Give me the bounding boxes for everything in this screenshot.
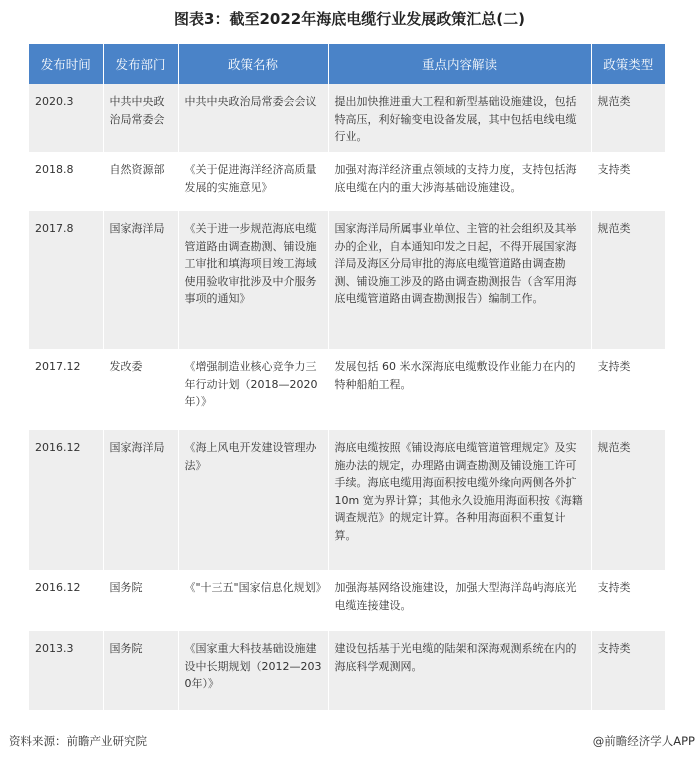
cell-dept: 国务院 <box>103 570 178 631</box>
cell-type: 支持类 <box>591 570 665 631</box>
cell-type: 规范类 <box>591 211 665 349</box>
table-row <box>29 349 665 430</box>
table-header-row <box>29 44 665 84</box>
table-row <box>29 211 665 349</box>
cell-date: 2017.8 <box>29 211 103 349</box>
policy-table <box>29 44 665 710</box>
cell-name: 《关于进一步规范海底电缆管道路由调查勘测、铺设施工审批和填海项目竣工海域使用验收审批涉及中介服务事项的通知》 <box>178 211 328 349</box>
page-title: 图表3：截至2022年海底电缆行业发展政策汇总(二) <box>174 10 525 28</box>
header-dept: 发布部门 <box>103 44 178 84</box>
cell-name: 《关于促进海洋经济高质量发展的实施意见》 <box>178 152 328 211</box>
cell-name: 《增强制造业核心竞争力三年行动计划（2018—2020年）》 <box>178 349 328 430</box>
cell-dept: 自然资源部 <box>103 152 178 211</box>
table-row <box>29 152 665 211</box>
cell-name: 《海上风电开发建设管理办法》 <box>178 430 328 570</box>
cell-type: 规范类 <box>591 84 665 152</box>
cell-content: 加强对海洋经济重点领域的支持力度，支持包括海底电缆在内的重大涉海基础设施建设。 <box>328 152 591 211</box>
cell-date: 2020.3 <box>29 84 103 152</box>
cell-dept: 中共中央政治局常委会 <box>103 84 178 152</box>
header-date: 发布时间 <box>29 44 103 84</box>
header-type: 政策类型 <box>591 44 665 84</box>
cell-dept: 国家海洋局 <box>103 430 178 570</box>
cell-name: 中共中央政治局常委会会议 <box>178 84 328 152</box>
table-row <box>29 631 665 710</box>
cell-date: 2016.12 <box>29 430 103 570</box>
cell-content: 发展包括 60 米水深海底电缆敷设作业能力在内的特种船舶工程。 <box>328 349 591 430</box>
cell-date: 2016.12 <box>29 570 103 631</box>
header-content: 重点内容解读 <box>328 44 591 84</box>
cell-content: 提出加快推进重大工程和新型基础设施建设，包括特高压，利好输变电设备发展，其中包括电线电缆行业。 <box>328 84 591 152</box>
table-row <box>29 430 665 570</box>
cell-type: 支持类 <box>591 631 665 710</box>
source-note: 资料来源：前瞻产业研究院 <box>9 734 147 748</box>
cell-date: 2017.12 <box>29 349 103 430</box>
cell-dept: 国家海洋局 <box>103 211 178 349</box>
cell-name: 《国家重大科技基础设施建设中长期规划（2012—2030年）》 <box>178 631 328 710</box>
cell-type: 支持类 <box>591 152 665 211</box>
cell-content: 加强海基网络设施建设，加强大型海洋岛屿海底光电缆连接建设。 <box>328 570 591 631</box>
cell-dept: 发改委 <box>103 349 178 430</box>
header-name: 政策名称 <box>178 44 328 84</box>
cell-content: 建设包括基于光电缆的陆架和深海观测系统在内的海底科学观测网。 <box>328 631 591 710</box>
cell-name: 《"十三五"国家信息化规划》 <box>178 570 328 631</box>
cell-type: 支持类 <box>591 349 665 430</box>
cell-dept: 国务院 <box>103 631 178 710</box>
cell-date: 2018.8 <box>29 152 103 211</box>
cell-date: 2013.3 <box>29 631 103 710</box>
brand-credit: @前瞻经济学人APP <box>592 734 695 748</box>
table-row <box>29 570 665 631</box>
cell-type: 规范类 <box>591 430 665 570</box>
table-row <box>29 84 665 152</box>
cell-content: 国家海洋局所属事业单位、主管的社会组织及其举办的企业，自本通知印发之日起，不得开展国家海洋局及海区分局审批的海底电缆管道路由调查勘测、铺设施工涉及的路由调查勘测报告（含军用海底电缆管道路由调查勘测报告）编制工作。 <box>328 211 591 349</box>
cell-content: 海底电缆按照《铺设海底电缆管道管理规定》及实施办法的规定，办理路由调查勘测及铺设施工许可手续。海底电缆用海面积按电缆外缘向两侧各外扩 10m 宽为界计算；其他永久设施用海面积按《海籍调查规范》的规定计算。各种用海面积不重复计算。 <box>328 430 591 570</box>
